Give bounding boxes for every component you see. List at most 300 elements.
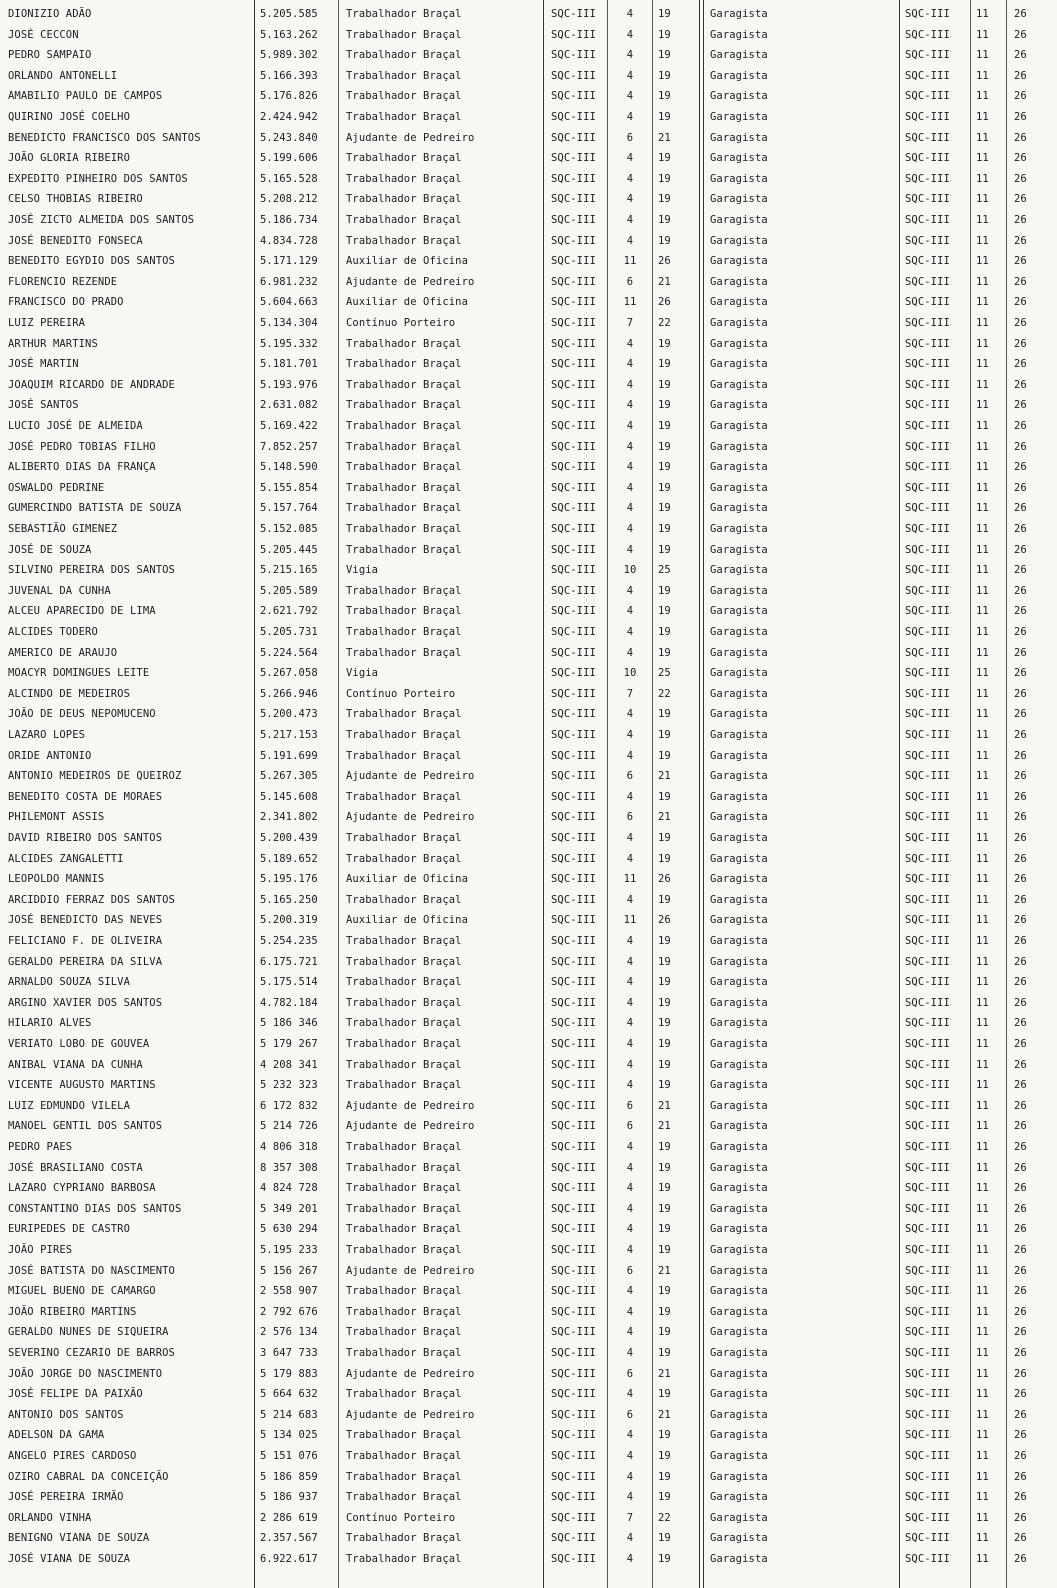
new-level: 11 <box>976 770 989 783</box>
new-level: 11 <box>976 790 989 803</box>
current-level: 4 <box>626 461 634 474</box>
table-row <box>0 766 1057 786</box>
current-level: 4 <box>626 832 634 844</box>
employee-name: JOÃO RIBEIRO MARTINS <box>8 1305 137 1318</box>
registration-number: 5.200.473 <box>260 708 318 721</box>
current-role: Ajudante de Pedreiro <box>346 131 475 144</box>
table-row <box>0 849 1057 869</box>
table-row <box>0 292 1057 312</box>
table-row <box>0 1281 1057 1301</box>
new-class: SQC-III <box>905 49 950 62</box>
new-level: 11 <box>976 1161 989 1174</box>
new-role: Garagista <box>710 234 768 247</box>
registration-number: 5 156 267 <box>260 1264 318 1277</box>
current-reference: 19 <box>658 1244 671 1256</box>
new-reference: 26 <box>1014 440 1027 453</box>
current-level: 4 <box>626 234 634 247</box>
current-reference: 19 <box>658 1079 671 1092</box>
current-role: Vigia <box>346 667 379 680</box>
new-role: Garagista <box>710 1285 768 1298</box>
table-row <box>0 1549 1057 1569</box>
registration-number: 2 558 907 <box>260 1285 318 1298</box>
table-row <box>0 787 1057 807</box>
current-class: SQC-III <box>551 1326 596 1339</box>
employee-name: ORLANDO VINHA <box>8 1511 92 1524</box>
current-level: 4 <box>626 1058 634 1071</box>
new-class: SQC-III <box>905 1017 950 1030</box>
new-class: SQC-III <box>905 1182 950 1195</box>
new-class: SQC-III <box>905 502 950 515</box>
table-row <box>0 1405 1057 1425</box>
current-level: 4 <box>626 152 634 165</box>
current-class: SQC-III <box>551 1347 596 1359</box>
current-class: SQC-III <box>551 543 596 556</box>
current-class: SQC-III <box>551 1285 596 1298</box>
employee-name: CONSTANTINO DIAS DOS SANTOS <box>8 1202 182 1215</box>
current-level: 4 <box>626 69 634 82</box>
table-row <box>0 354 1057 374</box>
new-reference: 26 <box>1014 1470 1027 1483</box>
new-role: Garagista <box>710 49 768 62</box>
new-role: Garagista <box>710 1244 768 1256</box>
employee-name: GERALDO PEREIRA DA SILVA <box>8 955 163 968</box>
current-reference: 19 <box>658 1058 671 1071</box>
current-reference: 25 <box>658 667 671 680</box>
new-class: SQC-III <box>905 1202 950 1215</box>
new-role: Garagista <box>710 8 768 20</box>
employee-name: PHILEMONT ASSIS <box>8 811 105 824</box>
new-level: 11 <box>976 1079 989 1092</box>
new-role: Garagista <box>710 275 768 288</box>
new-class: SQC-III <box>905 1388 950 1401</box>
new-level: 11 <box>976 481 989 494</box>
registration-number: 5 664 632 <box>260 1388 318 1401</box>
new-level: 11 <box>976 729 989 741</box>
employee-name: JOSÉ PEDRO TOBIAS FILHO <box>8 440 156 453</box>
new-reference: 26 <box>1014 976 1027 989</box>
new-role: Garagista <box>710 523 768 535</box>
current-level: 4 <box>626 996 634 1009</box>
current-reference: 19 <box>658 502 671 515</box>
current-role: Trabalhador Braçal <box>346 420 462 432</box>
current-class: SQC-III <box>551 378 596 391</box>
employee-name: JOSÉ BENEDICTO DAS NEVES <box>8 914 163 927</box>
employee-name: SEVERINO CEZARIO DE BARROS <box>8 1347 175 1359</box>
current-reference: 19 <box>658 1182 671 1195</box>
new-role: Garagista <box>710 1429 768 1442</box>
registration-number: 5.175.514 <box>260 976 318 989</box>
employee-name: JOSÉ DE SOUZA <box>8 543 92 556</box>
current-reference: 19 <box>658 832 671 844</box>
current-reference: 19 <box>658 440 671 453</box>
employee-name: BENIGNO VIANA DE SOUZA <box>8 1532 150 1545</box>
new-level: 11 <box>976 214 989 226</box>
current-level: 4 <box>626 935 634 947</box>
current-reference: 26 <box>658 873 671 886</box>
current-class: SQC-III <box>551 811 596 824</box>
current-level: 4 <box>626 502 634 515</box>
new-level: 11 <box>976 69 989 82</box>
new-reference: 26 <box>1014 749 1027 762</box>
current-role: Trabalhador Braçal <box>346 976 462 989</box>
registration-number: 5.169.422 <box>260 420 318 432</box>
current-class: SQC-III <box>551 955 596 968</box>
employee-name: ARTHUR MARTINS <box>8 337 98 350</box>
new-class: SQC-III <box>905 1326 950 1339</box>
new-class: SQC-III <box>905 420 950 432</box>
current-reference: 26 <box>658 296 671 309</box>
current-class: SQC-III <box>551 8 596 20</box>
new-class: SQC-III <box>905 687 950 700</box>
current-class: SQC-III <box>551 996 596 1009</box>
registration-number: 4 824 728 <box>260 1182 318 1195</box>
current-class: SQC-III <box>551 1429 596 1442</box>
table-row <box>0 622 1057 642</box>
current-level: 4 <box>626 1182 634 1195</box>
current-reference: 19 <box>658 1285 671 1298</box>
current-class: SQC-III <box>551 1264 596 1277</box>
new-level: 11 <box>976 564 989 577</box>
table-row <box>0 416 1057 436</box>
table-row <box>0 746 1057 766</box>
current-level: 10 <box>623 564 637 577</box>
current-class: SQC-III <box>551 749 596 762</box>
employee-name: ARGINO XAVIER DOS SANTOS <box>8 996 163 1009</box>
new-role: Garagista <box>710 1491 768 1504</box>
current-reference: 19 <box>658 1038 671 1050</box>
table-row <box>0 519 1057 539</box>
registration-number: 5.254.235 <box>260 935 318 947</box>
table-row <box>0 581 1057 601</box>
new-reference: 26 <box>1014 8 1027 20</box>
new-class: SQC-III <box>905 1285 950 1298</box>
new-class: SQC-III <box>905 255 950 268</box>
current-role: Trabalhador Braçal <box>346 1429 462 1442</box>
current-class: SQC-III <box>551 461 596 474</box>
table-row <box>0 1384 1057 1404</box>
new-class: SQC-III <box>905 1511 950 1524</box>
registration-number: 5.148.590 <box>260 461 318 474</box>
current-level: 4 <box>626 708 634 721</box>
employee-name: BENEDITO EGYDIO DOS SANTOS <box>8 255 175 268</box>
new-reference: 26 <box>1014 152 1027 165</box>
registration-number: 5.267.305 <box>260 770 318 783</box>
current-class: SQC-III <box>551 626 596 638</box>
current-role: Trabalhador Braçal <box>346 1347 462 1359</box>
current-reference: 19 <box>658 234 671 247</box>
new-class: SQC-III <box>905 1532 950 1545</box>
new-role: Garagista <box>710 28 768 41</box>
current-role: Auxiliar de Oficina <box>346 914 469 927</box>
current-role: Trabalhador Braçal <box>346 1058 462 1071</box>
current-level: 6 <box>626 770 634 783</box>
current-role: Trabalhador Braçal <box>346 543 462 556</box>
registration-number: 5.165.250 <box>260 893 318 906</box>
current-role: Contínuo Porteiro <box>346 317 456 329</box>
current-class: SQC-III <box>551 1470 596 1483</box>
new-reference: 26 <box>1014 255 1027 268</box>
current-class: SQC-III <box>551 1408 596 1421</box>
new-reference: 26 <box>1014 378 1027 391</box>
current-class: SQC-III <box>551 1388 596 1401</box>
table-row <box>0 189 1057 209</box>
current-level: 4 <box>626 1141 634 1153</box>
new-reference: 26 <box>1014 770 1027 783</box>
new-role: Garagista <box>710 1326 768 1339</box>
current-role: Trabalhador Braçal <box>346 1244 462 1256</box>
current-reference: 19 <box>658 852 671 865</box>
current-class: SQC-III <box>551 667 596 680</box>
new-level: 11 <box>976 399 989 412</box>
employee-name: GUMERCINDO BATISTA DE SOUZA <box>8 502 182 515</box>
employee-name: ALCINDO DE MEDEIROS <box>8 687 131 700</box>
new-class: SQC-III <box>905 214 950 226</box>
table-row <box>0 1322 1057 1342</box>
employee-name: LUCIO JOSÉ DE ALMEIDA <box>8 420 143 432</box>
new-reference: 26 <box>1014 296 1027 309</box>
employee-name: JOSÉ BRASILIANO COSTA <box>8 1161 143 1174</box>
employee-name: QUIRINO JOSÉ COELHO <box>8 111 131 123</box>
new-class: SQC-III <box>905 626 950 638</box>
current-reference: 19 <box>658 420 671 432</box>
current-level: 4 <box>626 1079 634 1092</box>
new-class: SQC-III <box>905 646 950 659</box>
current-reference: 26 <box>658 255 671 268</box>
new-class: SQC-III <box>905 564 950 577</box>
current-level: 6 <box>626 131 634 144</box>
current-class: SQC-III <box>551 255 596 268</box>
new-reference: 26 <box>1014 1264 1027 1277</box>
current-reference: 21 <box>658 1099 671 1112</box>
employee-name: LAZARO LOPES <box>8 729 86 741</box>
new-level: 11 <box>976 832 989 844</box>
table-row <box>0 643 1057 663</box>
new-reference: 26 <box>1014 1058 1027 1071</box>
new-role: Garagista <box>710 296 768 309</box>
new-reference: 26 <box>1014 1388 1027 1401</box>
employee-name: LUIZ PEREIRA <box>8 317 86 329</box>
new-level: 11 <box>976 255 989 268</box>
current-class: SQC-III <box>551 234 596 247</box>
current-class: SQC-III <box>551 420 596 432</box>
employee-name: SILVINO PEREIRA DOS SANTOS <box>8 564 175 577</box>
new-level: 11 <box>976 28 989 41</box>
new-role: Garagista <box>710 1408 768 1421</box>
current-reference: 19 <box>658 49 671 62</box>
new-reference: 26 <box>1014 1120 1027 1133</box>
current-role: Vigia <box>346 564 379 577</box>
current-level: 4 <box>626 358 634 371</box>
table-row <box>0 704 1057 724</box>
registration-number: 5.215.165 <box>260 564 318 577</box>
new-level: 11 <box>976 1120 989 1133</box>
current-level: 4 <box>626 605 634 618</box>
new-reference: 26 <box>1014 337 1027 350</box>
current-class: SQC-III <box>551 1532 596 1545</box>
new-class: SQC-III <box>905 976 950 989</box>
current-reference: 19 <box>658 1305 671 1318</box>
new-role: Garagista <box>710 1511 768 1524</box>
registration-number: 5 134 025 <box>260 1429 318 1442</box>
employee-name: ANGELO PIRES CARDOSO <box>8 1450 137 1462</box>
employee-name: EXPEDITO PINHEIRO DOS SANTOS <box>8 172 188 185</box>
current-class: SQC-III <box>551 1511 596 1524</box>
new-level: 11 <box>976 914 989 927</box>
current-level: 4 <box>626 584 634 597</box>
current-reference: 19 <box>658 111 671 123</box>
table-row <box>0 869 1057 889</box>
new-role: Garagista <box>710 832 768 844</box>
current-reference: 19 <box>658 152 671 165</box>
new-role: Garagista <box>710 1058 768 1071</box>
current-reference: 19 <box>658 976 671 989</box>
current-role: Ajudante de Pedreiro <box>346 1408 475 1421</box>
new-role: Garagista <box>710 976 768 989</box>
registration-number: 6.981.232 <box>260 275 318 288</box>
current-class: SQC-III <box>551 1141 596 1153</box>
current-reference: 21 <box>658 1120 671 1133</box>
current-class: SQC-III <box>551 893 596 906</box>
new-role: Garagista <box>710 90 768 103</box>
current-class: SQC-III <box>551 1367 596 1380</box>
new-reference: 26 <box>1014 234 1027 247</box>
current-class: SQC-III <box>551 1099 596 1112</box>
new-level: 11 <box>976 172 989 185</box>
table-row <box>0 1034 1057 1054</box>
new-class: SQC-III <box>905 873 950 886</box>
current-level: 4 <box>626 1161 634 1174</box>
current-class: SQC-III <box>551 1182 596 1195</box>
registration-number: 5.205.589 <box>260 584 318 597</box>
table-row <box>0 251 1057 271</box>
current-level: 4 <box>626 378 634 391</box>
employee-name: JOSÉ CECCON <box>8 28 79 41</box>
current-level: 11 <box>623 255 637 268</box>
current-reference: 19 <box>658 1491 671 1504</box>
new-class: SQC-III <box>905 605 950 618</box>
registration-number: 4 208 341 <box>260 1058 318 1071</box>
employee-name: DAVID RIBEIRO DOS SANTOS <box>8 832 163 844</box>
current-level: 6 <box>626 275 634 288</box>
new-class: SQC-III <box>905 523 950 535</box>
registration-number: 5.267.058 <box>260 667 318 680</box>
table-row <box>0 25 1057 45</box>
registration-number: 4.834.728 <box>260 234 318 247</box>
current-role: Trabalhador Braçal <box>346 399 462 412</box>
new-reference: 26 <box>1014 914 1027 927</box>
current-reference: 19 <box>658 214 671 226</box>
current-level: 4 <box>626 543 634 556</box>
current-role: Trabalhador Braçal <box>346 8 462 20</box>
employee-name: JOÃO GLORIA RIBEIRO <box>8 152 131 165</box>
new-class: SQC-III <box>905 543 950 556</box>
current-role: Trabalhador Braçal <box>346 193 462 206</box>
new-role: Garagista <box>710 1367 768 1380</box>
current-role: Trabalhador Braçal <box>346 729 462 741</box>
current-reference: 19 <box>658 1017 671 1030</box>
registration-number: 5.200.439 <box>260 832 318 844</box>
new-role: Garagista <box>710 111 768 123</box>
current-class: SQC-III <box>551 358 596 371</box>
new-class: SQC-III <box>905 1367 950 1380</box>
current-reference: 19 <box>658 1326 671 1339</box>
new-level: 11 <box>976 1553 989 1565</box>
new-role: Garagista <box>710 502 768 515</box>
new-role: Garagista <box>710 1182 768 1195</box>
new-reference: 26 <box>1014 1141 1027 1153</box>
new-level: 11 <box>976 687 989 700</box>
new-reference: 26 <box>1014 1017 1027 1030</box>
current-reference: 19 <box>658 8 671 20</box>
registration-number: 5 349 201 <box>260 1202 318 1215</box>
current-class: SQC-III <box>551 564 596 577</box>
registration-number: 5 186 346 <box>260 1017 318 1030</box>
employee-name: FRANCISCO DO PRADO <box>8 296 124 309</box>
new-level: 11 <box>976 646 989 659</box>
table-row <box>0 395 1057 415</box>
current-class: SQC-III <box>551 275 596 288</box>
current-class: SQC-III <box>551 337 596 350</box>
table-row <box>0 1199 1057 1219</box>
current-role: Trabalhador Braçal <box>346 790 462 803</box>
new-level: 11 <box>976 1223 989 1236</box>
employee-name: ALIBERTO DIAS DA FRANÇA <box>8 461 156 474</box>
current-level: 11 <box>623 873 637 886</box>
current-level: 4 <box>626 1553 634 1565</box>
registration-number: 5.193.976 <box>260 378 318 391</box>
current-class: SQC-III <box>551 708 596 721</box>
table-row <box>0 1219 1057 1239</box>
current-class: SQC-III <box>551 790 596 803</box>
table-row <box>0 210 1057 230</box>
new-class: SQC-III <box>905 729 950 741</box>
employee-name: OSWALDO PEDRINE <box>8 481 105 494</box>
registration-number: 5.200.319 <box>260 914 318 927</box>
employee-name: BENEDICTO FRANCISCO DOS SANTOS <box>8 131 201 144</box>
table-row <box>0 1096 1057 1116</box>
new-level: 11 <box>976 275 989 288</box>
new-role: Garagista <box>710 646 768 659</box>
current-reference: 19 <box>658 1161 671 1174</box>
registration-number: 5.134.304 <box>260 317 318 329</box>
new-reference: 26 <box>1014 193 1027 206</box>
current-role: Trabalhador Braçal <box>346 152 462 165</box>
current-reference: 19 <box>658 461 671 474</box>
table-row <box>0 1467 1057 1487</box>
current-reference: 19 <box>658 1223 671 1236</box>
new-reference: 26 <box>1014 852 1027 865</box>
current-level: 6 <box>626 1264 634 1277</box>
registration-number: 2.357.567 <box>260 1532 318 1545</box>
registration-number: 5.155.854 <box>260 481 318 494</box>
new-role: Garagista <box>710 667 768 680</box>
table-row <box>0 890 1057 910</box>
current-class: SQC-III <box>551 852 596 865</box>
current-role: Ajudante de Pedreiro <box>346 770 475 783</box>
registration-number: 5.157.764 <box>260 502 318 515</box>
current-level: 4 <box>626 523 634 535</box>
employee-name: MOACYR DOMINGUES LEITE <box>8 667 150 680</box>
new-role: Garagista <box>710 358 768 371</box>
employee-name: VICENTE AUGUSTO MARTINS <box>8 1079 156 1092</box>
current-class: SQC-III <box>551 481 596 494</box>
new-class: SQC-III <box>905 1141 950 1153</box>
current-level: 4 <box>626 111 634 123</box>
table-row <box>0 931 1057 951</box>
new-role: Garagista <box>710 1450 768 1462</box>
current-level: 4 <box>626 852 634 865</box>
current-level: 4 <box>626 893 634 906</box>
